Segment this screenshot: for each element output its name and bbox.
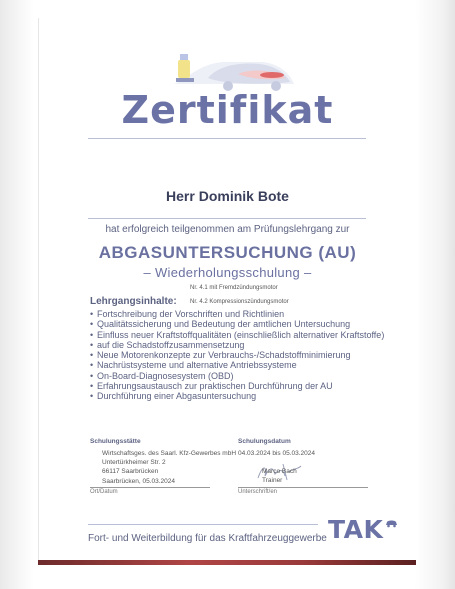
place-date-label: Ort/Datum (90, 489, 118, 495)
list-item: • Neue Motorenkonzepte zur Verbrauchs-/Schadstoffminimierung (90, 350, 400, 360)
list-item: • Durchführung einer Abgasuntersuchung (90, 391, 400, 401)
tak-logo: TAK (328, 515, 384, 544)
car-icon (385, 519, 398, 528)
date-value: 04.03.2024 bis 05.03.2024 (238, 450, 315, 457)
name-rule (88, 218, 366, 219)
course-subtitle: – Wiederholungsschulung – (143, 265, 312, 280)
list-item: • Fortschreibung der Vorschriften und Richtlinien (90, 309, 400, 319)
venue-label: Schulungsstätte (90, 438, 141, 445)
venue-name: Wirtschaftsges. des Saarl. Kfz-Gewerbes mbH (102, 450, 237, 457)
trainer-name: Marco Bach (262, 468, 297, 475)
place-date: Saarbrücken, 05.03.2024 (102, 478, 175, 485)
bottom-color-band (38, 560, 416, 565)
date-label: Schulungsdatum (238, 438, 291, 445)
venue-city: 66117 Saarbrücken (102, 468, 159, 475)
list-item: • Erfahrungsaustausch zur praktischen Durchführung der AU (90, 381, 400, 391)
course-number-2: Nr. 4.2 Kompressionszündungsmotor (190, 299, 289, 305)
contents-label: Lehrgangsinhalte: (90, 296, 177, 307)
course-title: ABGASUNTERSUCHUNG (AU) (98, 243, 357, 262)
list-item: • auf die Schadstoffzusammensetzung (90, 340, 400, 350)
recipient-name: Herr Dominik Bote (166, 188, 289, 204)
contents-list (90, 309, 400, 402)
venue-street: Untertürkheimer Str. 2 (102, 459, 166, 466)
list-item: • Nachrüstsysteme und alternative Antriebssysteme (90, 360, 400, 370)
place-date-line (90, 487, 210, 488)
footer-rule (88, 524, 318, 525)
certificate-title: Zertifikat (121, 88, 334, 132)
list-item: • On-Board-Diagnosesystem (OBD) (90, 371, 400, 381)
signatures-label: Unterschrift/en (238, 489, 278, 495)
trainer-role: Trainer (262, 477, 283, 484)
signature-line (238, 487, 368, 488)
list-item: • Einfluss neuer Kraftstoffqualitäten (einschließlich alternativer Kraftstoffe) (90, 330, 400, 340)
footer-text: Fort- und Weiterbildung für das Kraftfahrzeuggewerbe (88, 533, 327, 544)
course-number-1: Nr. 4.1 mit Fremdzündungsmotor (190, 285, 278, 291)
title-rule (88, 138, 366, 139)
list-item: • Qualitätssicherung und Bedeutung der amtlichen Untersuchung (90, 319, 400, 329)
intro-text: hat erfolgreich teilgenommen am Prüfungslehrgang zur (105, 224, 350, 235)
